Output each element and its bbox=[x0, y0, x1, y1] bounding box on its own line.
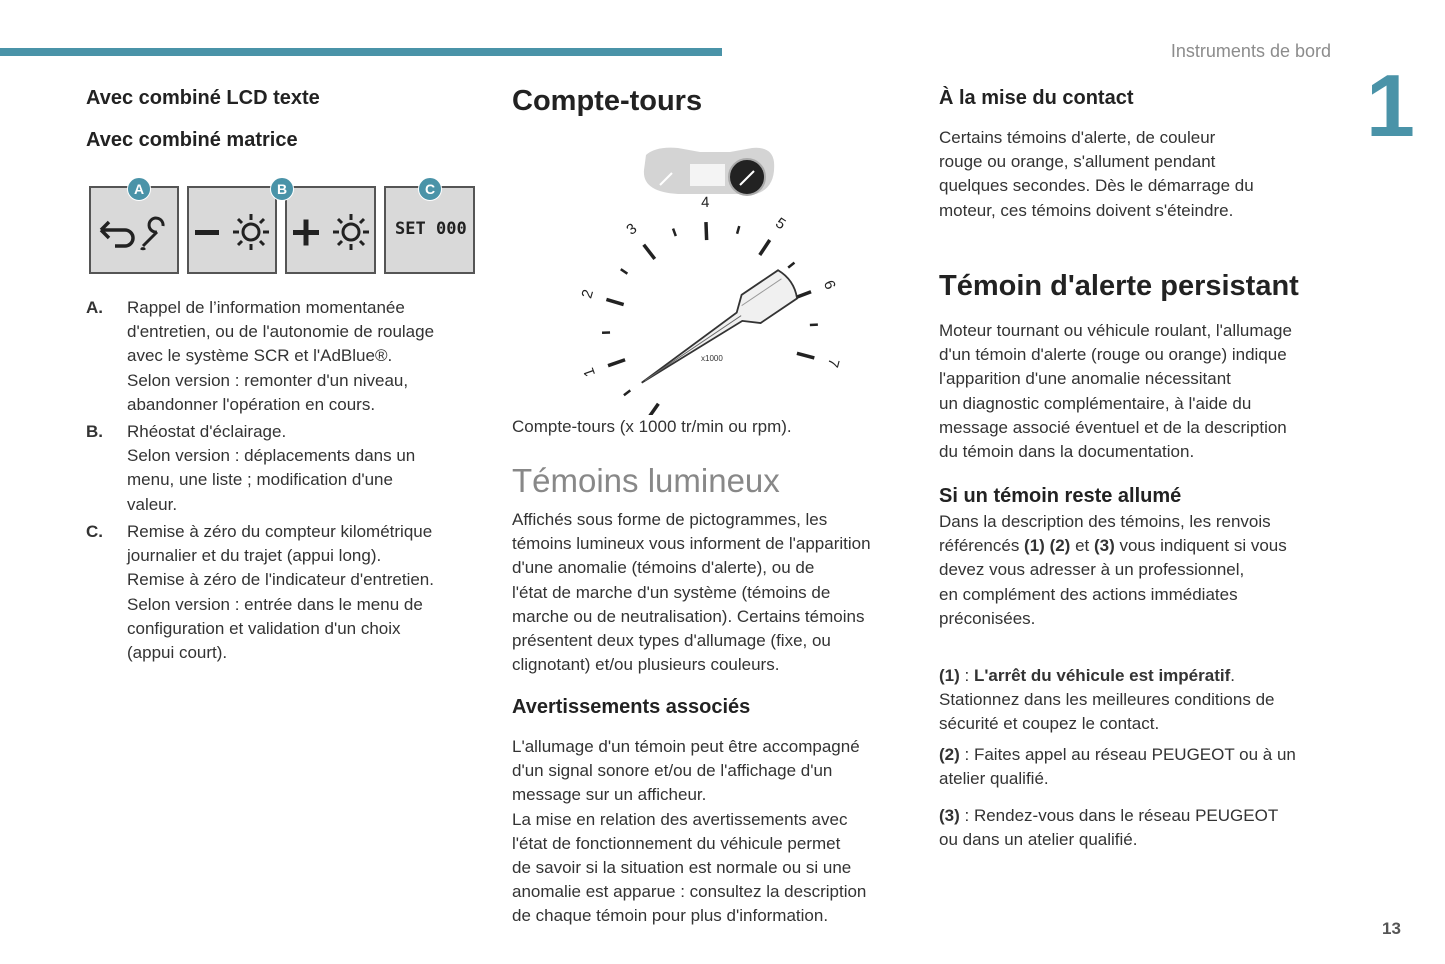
text-line: sécurité et coupez le contact. bbox=[939, 714, 1160, 734]
note-emphasis: L'arrêt du véhicule est impératif bbox=[973, 666, 1231, 685]
paragraph-persistant bbox=[939, 319, 1339, 464]
text-line: avec le système SCR et l'AdBlue®. bbox=[127, 346, 393, 366]
gauge-major-tick bbox=[648, 404, 658, 415]
text-line: ou dans un atelier qualifié. bbox=[939, 830, 1138, 850]
zeros-label: 000 bbox=[435, 219, 467, 239]
text-line: l'état de fonctionnement du véhicule permet bbox=[512, 833, 841, 853]
gauge-major-tick bbox=[606, 299, 623, 304]
text-span: . bbox=[1230, 666, 1235, 685]
gauge-unit-label: x1000 bbox=[701, 354, 723, 363]
gauge-major-tick bbox=[706, 222, 707, 240]
heading-reste-allume: Si un témoin reste allumé bbox=[939, 485, 1182, 507]
text-line: Certains témoins d'alerte, de couleur bbox=[939, 128, 1216, 147]
text-line: moteur, ces témoins doivent s'éteindre. bbox=[939, 200, 1234, 220]
list-key: C. bbox=[86, 522, 103, 541]
set-label: SET bbox=[395, 219, 426, 239]
gauge-tick-label: 2 bbox=[578, 287, 598, 301]
text-line: de chaque témoin pour plus d'information. bbox=[512, 906, 829, 926]
text-span: : Faites appel au réseau PEUGEOT ou à un bbox=[959, 745, 1296, 764]
note-1 bbox=[939, 664, 1339, 737]
text-line: d'une anomalie (témoins d'alerte), ou de bbox=[512, 558, 815, 578]
text-line: Rhéostat d'éclairage. bbox=[127, 422, 287, 441]
text-span: référencés bbox=[939, 536, 1025, 556]
gauge-major-tick bbox=[797, 353, 814, 358]
heading-tach: Compte-tours bbox=[512, 85, 703, 117]
note-key: (1) bbox=[939, 666, 960, 685]
text-line: du témoin dans la documentation. bbox=[939, 442, 1195, 462]
gauge-minor-tick bbox=[624, 390, 630, 395]
text-line bbox=[939, 664, 1339, 688]
gauge-minor-tick bbox=[737, 226, 739, 234]
gauge-major-tick bbox=[760, 240, 770, 255]
text-line: abandonner l'opération en cours. bbox=[127, 394, 376, 414]
text-line: présentent deux types d'allumage (fixe, ou bbox=[512, 631, 831, 651]
ref-1: (1) bbox=[1024, 536, 1045, 556]
note-key: (3) bbox=[939, 806, 960, 825]
text-line: L'allumage d'un témoin peut être accompagné bbox=[512, 737, 860, 756]
text-line: (appui court). bbox=[127, 643, 228, 663]
paragraph-reste-allume bbox=[939, 510, 1339, 631]
heading-lcd: Avec combiné LCD texte bbox=[86, 87, 320, 109]
list-key: B. bbox=[86, 422, 103, 441]
gauge-tick-label: 7 bbox=[823, 356, 843, 370]
text-line: clignotant) et/ou plusieurs couleurs. bbox=[512, 655, 780, 675]
back-wrench-icon bbox=[91, 188, 177, 272]
note-key: (2) bbox=[939, 745, 960, 764]
gauge-tick-label: 1 bbox=[580, 365, 600, 379]
section-title: Instruments de bord bbox=[1170, 41, 1331, 61]
text-line: Selon version : déplacements dans un bbox=[127, 446, 416, 466]
text-line: Selon version : entrée dans le menu de bbox=[127, 594, 423, 614]
ref-3: (3) bbox=[1093, 536, 1115, 556]
heading-matrix: Avec combiné matrice bbox=[86, 129, 298, 151]
gauge-minor-tick bbox=[788, 263, 794, 268]
text-line: d'un signal sonore et/ou de l'affichage d'un bbox=[512, 761, 833, 781]
text-line bbox=[939, 534, 1339, 558]
heading-persistant: Témoin d'alerte persistant bbox=[939, 270, 1299, 302]
text-line: Stationnez dans les meilleures conditions de bbox=[939, 690, 1275, 710]
text-line: quelques secondes. Dès le démarrage du bbox=[939, 176, 1254, 196]
button-bright-panel bbox=[285, 186, 376, 274]
note-3 bbox=[939, 804, 1339, 852]
list-text bbox=[127, 420, 472, 517]
text-line: message associé éventuel et de la description bbox=[939, 417, 1287, 437]
ref-2: (2) bbox=[1049, 536, 1071, 556]
text-line: atelier qualifié. bbox=[939, 769, 1049, 789]
header-accent-bar bbox=[0, 48, 722, 56]
text-line: message sur un afficheur. bbox=[512, 785, 707, 805]
note-2 bbox=[939, 743, 1339, 791]
button-dim-panel bbox=[187, 186, 277, 274]
text-span: : bbox=[959, 666, 974, 685]
text-line: Dans la description des témoins, les renvois bbox=[939, 512, 1271, 531]
gauge-major-tick bbox=[644, 245, 655, 259]
plus-brightness-icon bbox=[287, 188, 374, 272]
text-line: Remise à zéro du compteur kilométrique bbox=[127, 522, 433, 541]
text-span: vous indiquent si vous bbox=[1114, 536, 1287, 556]
list-text bbox=[127, 296, 472, 417]
paragraph-temoins bbox=[512, 508, 912, 677]
list-key: A. bbox=[86, 298, 103, 317]
text-line: rouge ou orange, s'allument pendant bbox=[939, 152, 1216, 172]
badge-b: B bbox=[270, 177, 294, 201]
gauge-major-tick bbox=[608, 360, 625, 366]
text-line: l'état de marche d'un système (témoins de bbox=[512, 582, 831, 602]
needle-hub bbox=[632, 268, 800, 397]
text-line: menu, une liste ; modification d'une bbox=[127, 470, 393, 490]
text-line: configuration et validation d'un choix bbox=[127, 618, 401, 638]
gauge-tick-label: 5 bbox=[772, 214, 789, 234]
heading-temoins: Témoins lumineux bbox=[512, 462, 780, 499]
text-line: La mise en relation des avertissements avec bbox=[512, 809, 848, 829]
paragraph-avertissements bbox=[512, 735, 912, 929]
page-number: 13 bbox=[1382, 919, 1401, 938]
text-line: en complément des actions immédiates bbox=[939, 584, 1238, 604]
text-span: : Rendez-vous dans le réseau PEUGEOT bbox=[959, 806, 1279, 825]
gauge-minor-tick bbox=[621, 269, 628, 274]
gauge-minor-tick bbox=[673, 229, 676, 237]
text-line: devez vous adresser à un professionnel, bbox=[939, 560, 1245, 580]
gauge-tick-label: 4 bbox=[700, 193, 710, 212]
text-line: Remise à zéro de l'indicateur d'entretien. bbox=[127, 570, 434, 590]
heading-contact: À la mise du contact bbox=[939, 87, 1134, 109]
badge-c: C bbox=[418, 177, 442, 201]
text-line: témoins lumineux vous informent de l'apparition bbox=[512, 534, 871, 554]
badge-a: A bbox=[127, 177, 151, 201]
heading-avertissements: Avertissements associés bbox=[512, 696, 751, 718]
text-line: valeur. bbox=[127, 494, 178, 514]
set-000-label bbox=[395, 219, 467, 239]
text-line: marche ou de neutralisation). Certains témoins bbox=[512, 606, 865, 626]
text-line: anomalie est apparue : consultez la description bbox=[512, 882, 867, 902]
text-line: Moteur tournant ou véhicule roulant, l'allumage bbox=[939, 321, 1292, 340]
chapter-number: 1 bbox=[1366, 56, 1415, 155]
text-line bbox=[939, 804, 1339, 828]
text-span: et bbox=[1070, 536, 1094, 556]
text-line bbox=[939, 743, 1339, 767]
dashboard-thumbnail-icon bbox=[644, 148, 774, 195]
list-text bbox=[127, 520, 472, 665]
text-line: de savoir si la situation est normale ou si une bbox=[512, 858, 852, 878]
text-line: un diagnostic complémentaire, à l'aide du bbox=[939, 393, 1252, 413]
tachometer-illustration bbox=[560, 140, 870, 415]
tach-caption: Compte-tours (x 1000 tr/min ou rpm). bbox=[512, 417, 792, 436]
paragraph-contact bbox=[939, 126, 1339, 223]
gauge-tick-label: 6 bbox=[819, 277, 839, 292]
minus-brightness-icon bbox=[189, 188, 275, 272]
text-line: Affichés sous forme de pictogrammes, les bbox=[512, 510, 828, 529]
text-line: préconisées. bbox=[939, 608, 1036, 628]
text-line: journalier et du trajet (appui long). bbox=[127, 546, 382, 566]
text-line: d'entretien, ou de l'autonomie de roulage bbox=[127, 322, 435, 342]
gauge-tick-label: 3 bbox=[623, 220, 641, 239]
text-line: Selon version : remonter d'un niveau, bbox=[127, 370, 409, 390]
text-line: Rappel de l’information momentanée bbox=[127, 298, 405, 317]
text-line: d'un témoin d'alerte (rouge ou orange) indique bbox=[939, 345, 1287, 365]
gauge bbox=[578, 194, 842, 415]
text-line: l'apparition d'une anomalie nécessitant bbox=[939, 369, 1231, 389]
